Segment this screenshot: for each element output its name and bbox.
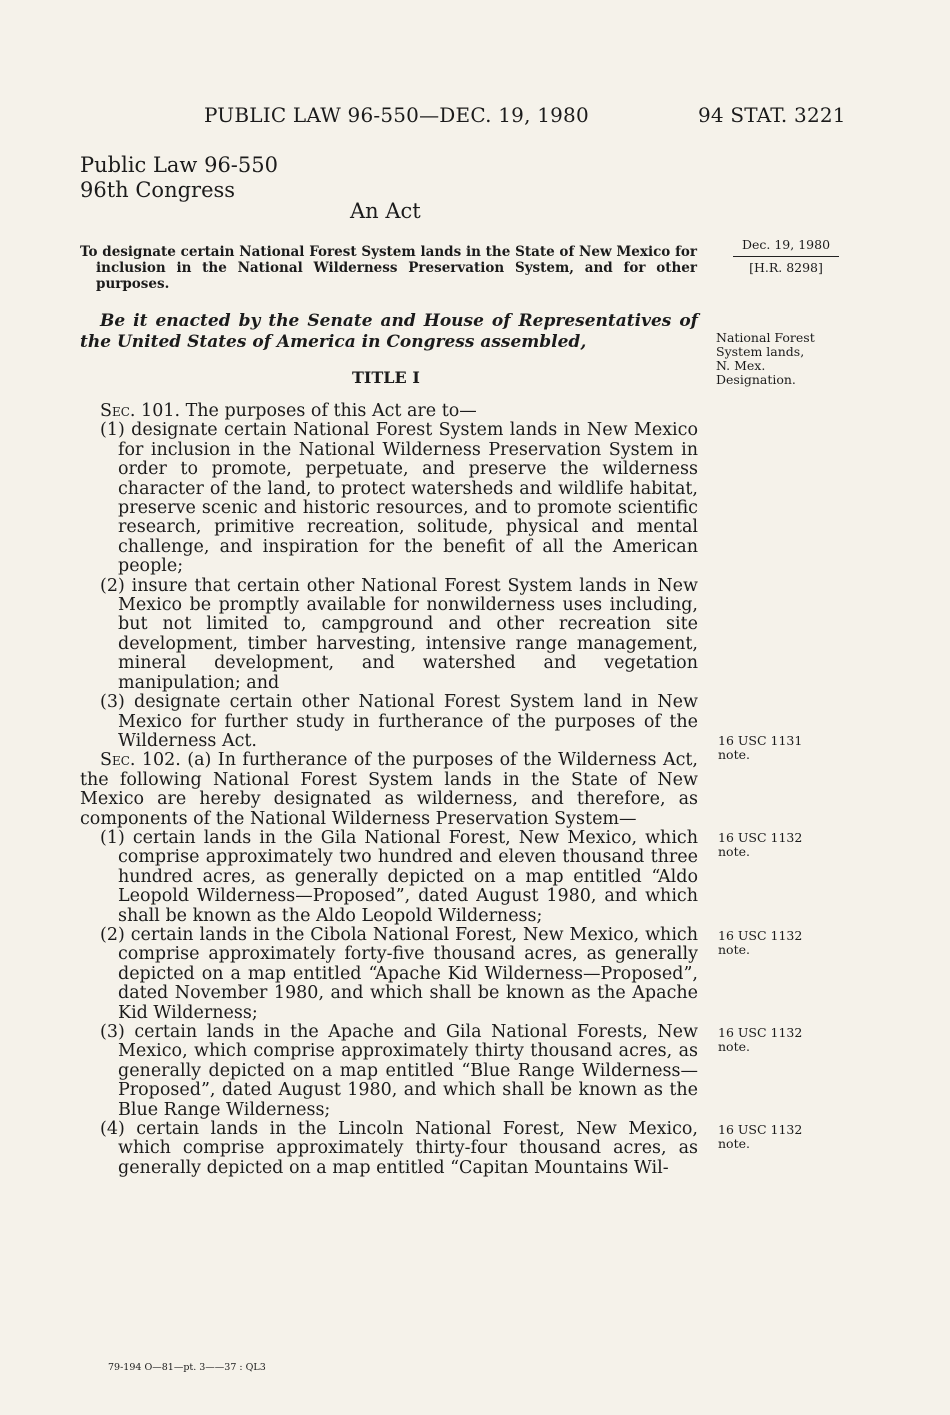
margin-rule [733, 256, 839, 257]
congress: 96th Congress [80, 178, 236, 202]
list-item: (2) certain lands in the Cibola National Forest, New Mexico, which comprise approximately forty-five thousand acres, as generally depicted on a map entitled “Apache Kid Wilderness—Proposed”, dated November 1980, and which shall be known as the Apache Kid Wilderness; [100, 924, 698, 1023]
usc-code: 16 USC 1132 [718, 928, 803, 943]
section-intro: The purposes of this Act are to— [185, 401, 477, 421]
margin-subject-line: Designation. [716, 372, 796, 387]
usc-note [718, 929, 802, 957]
usc-note [718, 734, 802, 762]
margin-subject-line: N. Mex. [716, 358, 766, 373]
statute-page: 94 STAT. 3221 [698, 103, 846, 127]
running-header: PUBLIC LAW 96-550—DEC. 19, 1980 [204, 103, 589, 127]
section-102 [80, 751, 698, 829]
usc-code: 16 USC 1131 [718, 733, 803, 748]
section-label: Sec. 101. [100, 401, 181, 421]
list-item: (1) certain lands in the Gila National Forest, New Mexico, which comprise approximately two hundred and eleven thousand three hundred acres, as generally depicted on a map entitled “Aldo Leopold Wilderness—Proposed”, dated August 1980, and which shall be known as the Aldo Leopold Wilderness; [100, 827, 698, 926]
title-heading: TITLE I [352, 368, 420, 387]
usc-code: 16 USC 1132 [718, 1122, 803, 1137]
section-101 [80, 402, 698, 421]
act-title: An Act [350, 199, 421, 223]
body-text [80, 402, 698, 1178]
section-label: Sec. 102. [100, 750, 181, 771]
usc-note [718, 1026, 802, 1054]
list-item: (3) certain lands in the Apache and Gila National Forests, New Mexico, which comprise approximately thirty thousand acres, as generally depicted on a map entitled “Blue Range Wilderness—Proposed”, dated August 1980, and which shall be known as the Blue Range Wilderness; [100, 1022, 698, 1120]
list-item: (2) insure that certain other National Forest System lands in New Mexico be promptly available for nonwilderness uses including, but not limited to, campground and other recreation site development, timber harvesting, intensive range management, mineral development, and watershed and vegetation manipulation; and [100, 575, 698, 693]
usc-note [718, 831, 802, 859]
margin-subject-line: System lands, [716, 344, 805, 359]
margin-bill: [H.R. 8298] [749, 260, 823, 275]
list-item: (3) designate certain other National Forest System land in New Mexico for further study in furtherance of the purposes of the Wilderness Act. [100, 692, 698, 751]
usc-note [718, 1123, 802, 1151]
usc-note-label: note. [718, 844, 750, 859]
margin-subject-line: National Forest [716, 330, 815, 345]
usc-note-label: note. [718, 1136, 750, 1151]
margin-date: Dec. 19, 1980 [741, 237, 831, 252]
usc-note-label: note. [718, 942, 750, 957]
section-intro: (a) In furtherance of the purposes of the Wilderness Act, the following National Forest System lands in the State of New Mexico are hereby designated as wilderness, and therefore, as components of the National Wilderness Preservation System— [80, 750, 698, 829]
list-item: (1) designate certain National Forest System lands in New Mexico for inclusion in the National Wilderness Preservation System in order to promote, perpetuate, and preserve the wilderness character of the land, to protect watersheds and wildlife habitat, preserve scenic and historic resources, and to promote scientific research, primitive recreation, solitude, physical and mental challenge, and inspiration for the benefit of all the American people; [100, 420, 698, 577]
usc-note-label: note. [718, 747, 750, 762]
usc-note-label: note. [718, 1039, 750, 1054]
short-title: To designate certain National Forest System lands in the State of New Mexico for inclusion in the National Wilderness Preservation System, and for other purposes. [80, 244, 697, 292]
list-item: (4) certain lands in the Lincoln National Forest, New Mexico, which comprise approximately thirty-four thousand acres, as generally depicted on a map entitled “Capitan Mountains Wil- [100, 1119, 698, 1178]
enacting-clause: Be it enacted by the Senate and House of Representatives of the United States of America in Congress assembled, [80, 311, 698, 352]
law-number: Public Law 96-550 [80, 153, 278, 177]
usc-code: 16 USC 1132 [718, 830, 803, 845]
margin-subject [716, 331, 815, 387]
usc-code: 16 USC 1132 [718, 1025, 803, 1040]
print-code: 79-194 O—81—pt. 3——37 : QL3 [108, 1362, 266, 1373]
